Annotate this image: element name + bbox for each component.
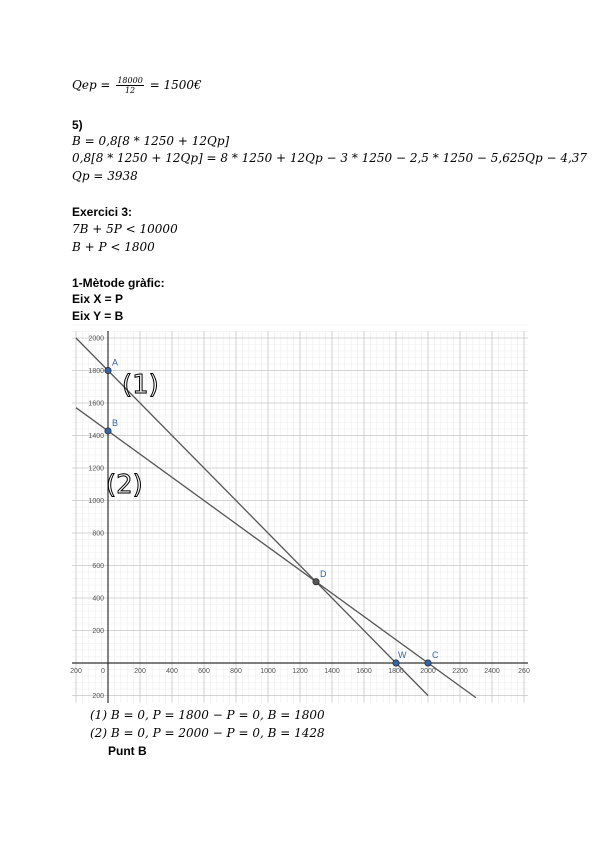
qep-denominator: 12	[124, 86, 136, 95]
x-tick-label: 1600	[356, 668, 372, 675]
y-tick-label: 200	[92, 693, 104, 700]
section-5-line-3: Qp = 3938	[72, 169, 138, 183]
x-tick-label: 2200	[452, 668, 468, 675]
point-label-b: B	[112, 417, 119, 428]
x-tick-label: 1800	[388, 668, 404, 675]
point-a	[105, 367, 111, 373]
section-5-heading: 5)	[72, 118, 83, 132]
axis-y-label: Eix Y = B	[72, 309, 124, 323]
exercise-3-heading: Exercici 3:	[72, 205, 133, 219]
point-b	[105, 428, 111, 434]
result-line-2: (2) B = 0, P = 2000 − P = 0, B = 1428	[90, 726, 325, 740]
x-tick-label: 2400	[484, 668, 500, 675]
result-line-1: (1) B = 0, P = 1800 − P = 0, B = 1800	[90, 708, 325, 722]
qep-formula	[72, 76, 202, 95]
y-tick-label: 1200	[88, 465, 104, 473]
y-tick-label: 1800	[88, 368, 104, 375]
x-tick-label: 1000	[260, 668, 276, 675]
y-tick-label: 800	[92, 530, 104, 538]
y-tick-label: 1400	[88, 433, 104, 440]
y-tick-label: 2000	[88, 335, 104, 343]
point-label-w: W	[398, 650, 407, 660]
y-tick-label: 600	[92, 563, 104, 570]
qep-numerator: 18000	[117, 76, 143, 85]
x-tick-label: 200	[134, 668, 146, 675]
section-5-line-2: 0,8[8 * 1250 + 12Qp] = 8 * 1250 + 12Qp − 3 * 1250 − 2,5 * 1250 − 5,625Qp − 4,37	[72, 151, 588, 165]
qep-lhs: Qep =	[72, 78, 111, 92]
x-tick-label: 800	[230, 668, 242, 675]
graph-plot	[72, 331, 528, 703]
y-tick-label: 1000	[88, 498, 104, 505]
y-tick-label: 200	[92, 628, 104, 635]
inequality-1: 7B + 5P < 10000	[72, 222, 178, 236]
point-d	[313, 579, 319, 585]
conclusion-text: Punt B	[108, 744, 147, 758]
point-w	[393, 660, 399, 666]
axis-x-label: Eix X = P	[72, 292, 124, 306]
point-label-c: C	[432, 650, 439, 660]
x-tick-label: 200	[70, 668, 82, 675]
point-c	[425, 660, 431, 666]
qep-fraction	[116, 76, 143, 95]
y-tick-label: 1600	[88, 400, 104, 408]
point-label-a: A	[112, 357, 119, 368]
x-tick-label: 600	[198, 668, 210, 675]
x-tick-label: 400	[166, 668, 178, 675]
point-label-d: D	[320, 568, 327, 579]
y-tick-label: 400	[92, 595, 104, 603]
x-tick-label: 1200	[292, 668, 308, 675]
method-heading: 1-Mètode gràfic:	[72, 276, 165, 290]
section-5-line-1: B = 0,8[8 * 1250 + 12Qp]	[72, 134, 230, 148]
x-tick-label: 1400	[324, 668, 340, 675]
annotation-2: (2)	[106, 470, 143, 500]
annotation-1: (1)	[122, 370, 159, 400]
x-tick-label: 2000	[420, 668, 436, 675]
qep-rhs: = 1500€	[149, 78, 202, 92]
x-tick-label: 260	[518, 668, 530, 675]
x-tick-label: 0	[101, 668, 105, 675]
inequality-2: B + P < 1800	[72, 240, 155, 254]
